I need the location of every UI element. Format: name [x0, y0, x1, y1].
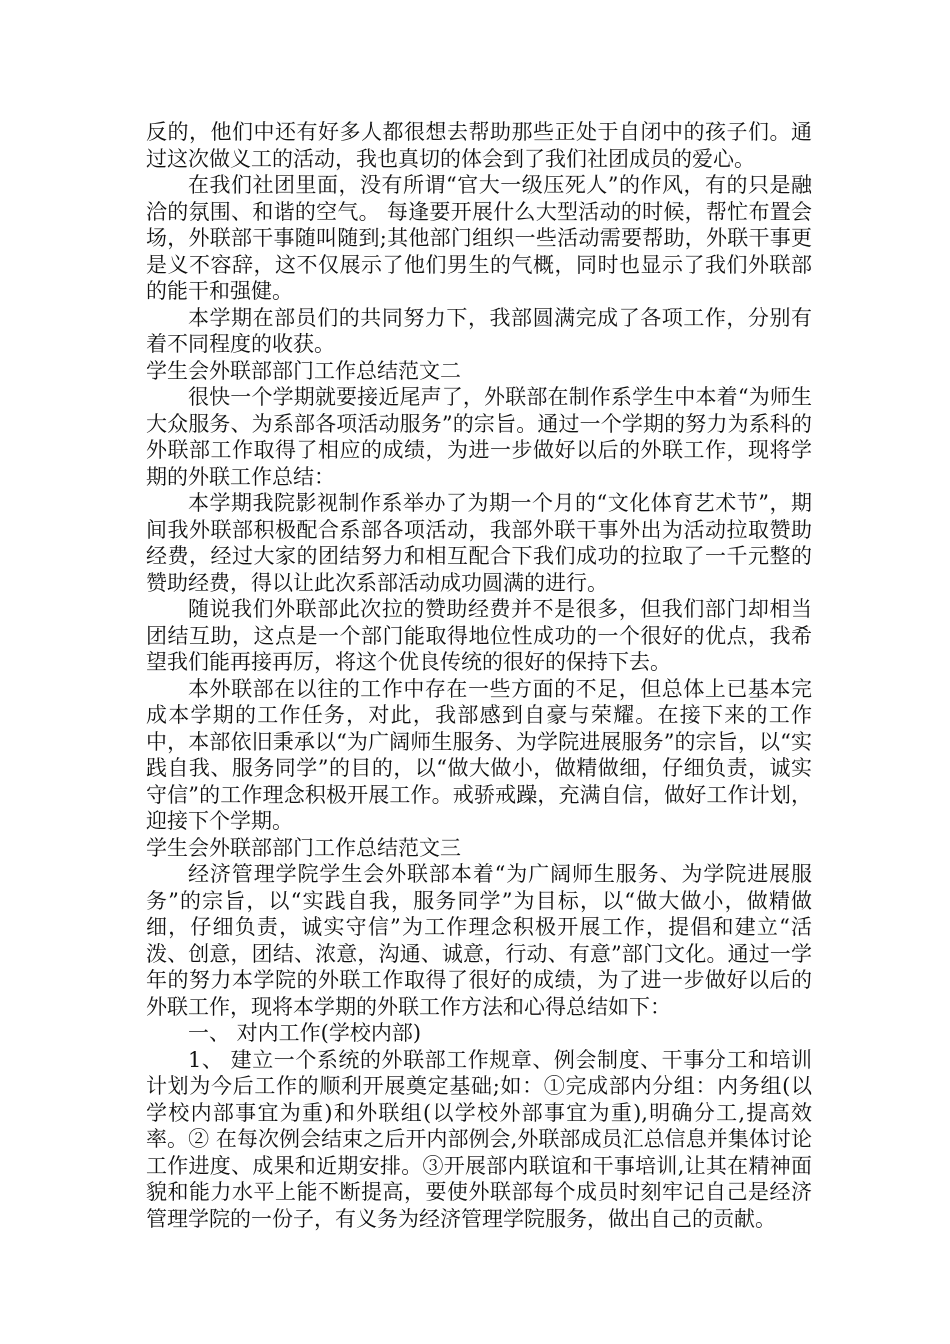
paragraph-2: 在我们社团里面，没有所谓“官大一级压死人”的作风，有的只是融洽的氛围、和谐的空气。 每逢要开展什么大型活动的时候，帮忙布置会场，外联部干事随叫随到;其他部门组织一些活动需要帮助，外联干事更是义不容辞，这不仅展示了他们男生的气概，同时也显示了我们外联部的能干和强健。 — [146, 173, 812, 303]
document-page — [146, 119, 812, 1232]
paragraph-3: 本学期在部员们的共同努力下，我部圆满完成了各项工作，分别有着不同程度的收获。 — [146, 305, 812, 356]
paragraph-8: 经济管理学院学生会外联部本着“为广阔师生服务、为学院进展服务”的宗旨，以“实践自我，服务同学”为目标，以“做大做小，做精做细，仔细负责，诚实守信”为工作理念积极开展工作，提倡和建立“活泼、创意，团结、浓意，沟通、诚意，行动、有意”部门文化。通过一学年的努力本学院的外联工作取得了很好的成绩，为了进一步做好以后的外联工作，现将本学期的外联工作方法和心得总结如下： — [146, 862, 812, 1019]
paragraph-9: 1、 建立一个系统的外联部工作规章、例会制度、干事分工和培训计划为今后工作的顺利开展奠定基础;如：①完成部内分组：内务组(以学校内部事宜为重)和外联组(以学校外部事宜为重),明确分工,提高效率。② 在每次例会结束之后开内部例会,外联部成员汇总信息并集体讨论工作进度、成果和近期安排。③开展部内联谊和干事培训,让其在精神面貌和能力水平上能不断提高，要使外联部每个成员时刻牢记自己是经济管理学院的一份子，有义务为经济管理学院服务，做出自己的贡献。 — [146, 1047, 812, 1231]
paragraph-5: 本学期我院影视制作系举办了为期一个月的“文化体育艺术节”，期间我外联部积极配合系部各项活动，我部外联干事外出为活动拉取赞助经费，经过大家的团结努力和相互配合下我们成功的拉取了一千元整的赞助经费，得以让此次系部活动成功圆满的进行。 — [146, 491, 812, 595]
section-heading-2: 学生会外联部部门工作总结范文二 — [146, 358, 461, 383]
paragraph-6: 随说我们外联部此次拉的赞助经费并不是很多，但我们部门却相当团结互助，这点是一个部门能取得地位性成功的一个很好的优点，我希望我们能再接再厉，将这个优良传统的很好的保持下去。 — [146, 597, 812, 674]
paragraph-4: 很快一个学期就要接近尾声了，外联部在制作系学生中本着“为师生大众服务、为系部各项活动服务”的宗旨。通过一个学期的努力为系科的外联部工作取得了相应的成绩，为进一步做好以后的外联工作，现将学期的外联工作总结： — [146, 385, 812, 489]
section-heading-3: 学生会外联部部门工作总结范文三 — [146, 835, 461, 860]
paragraph-7: 本外联部在以往的工作中存在一些方面的不足，但总体上已基本完成本学期的工作任务，对此，我部感到自豪与荣耀。在接下来的工作中，本部依旧秉承以“为广阔师生服务、为学院进展服务”的宗旨，以“实践自我、服务同学”的目的，以“做大做小，做精做细，仔细负责，诚实守信”的工作理念积极开展工作。戒骄戒躁，充满自信，做好工作计划，迎接下个学期。 — [146, 676, 812, 833]
paragraph-1: 反的，他们中还有好多人都很想去帮助那些正处于自闭中的孩子们。通过这次做义工的活动，我也真切的体会到了我们社团成员的爱心。 — [146, 120, 812, 171]
subheading-internal-work: 一、 对内工作(学校内部) — [188, 1021, 422, 1045]
